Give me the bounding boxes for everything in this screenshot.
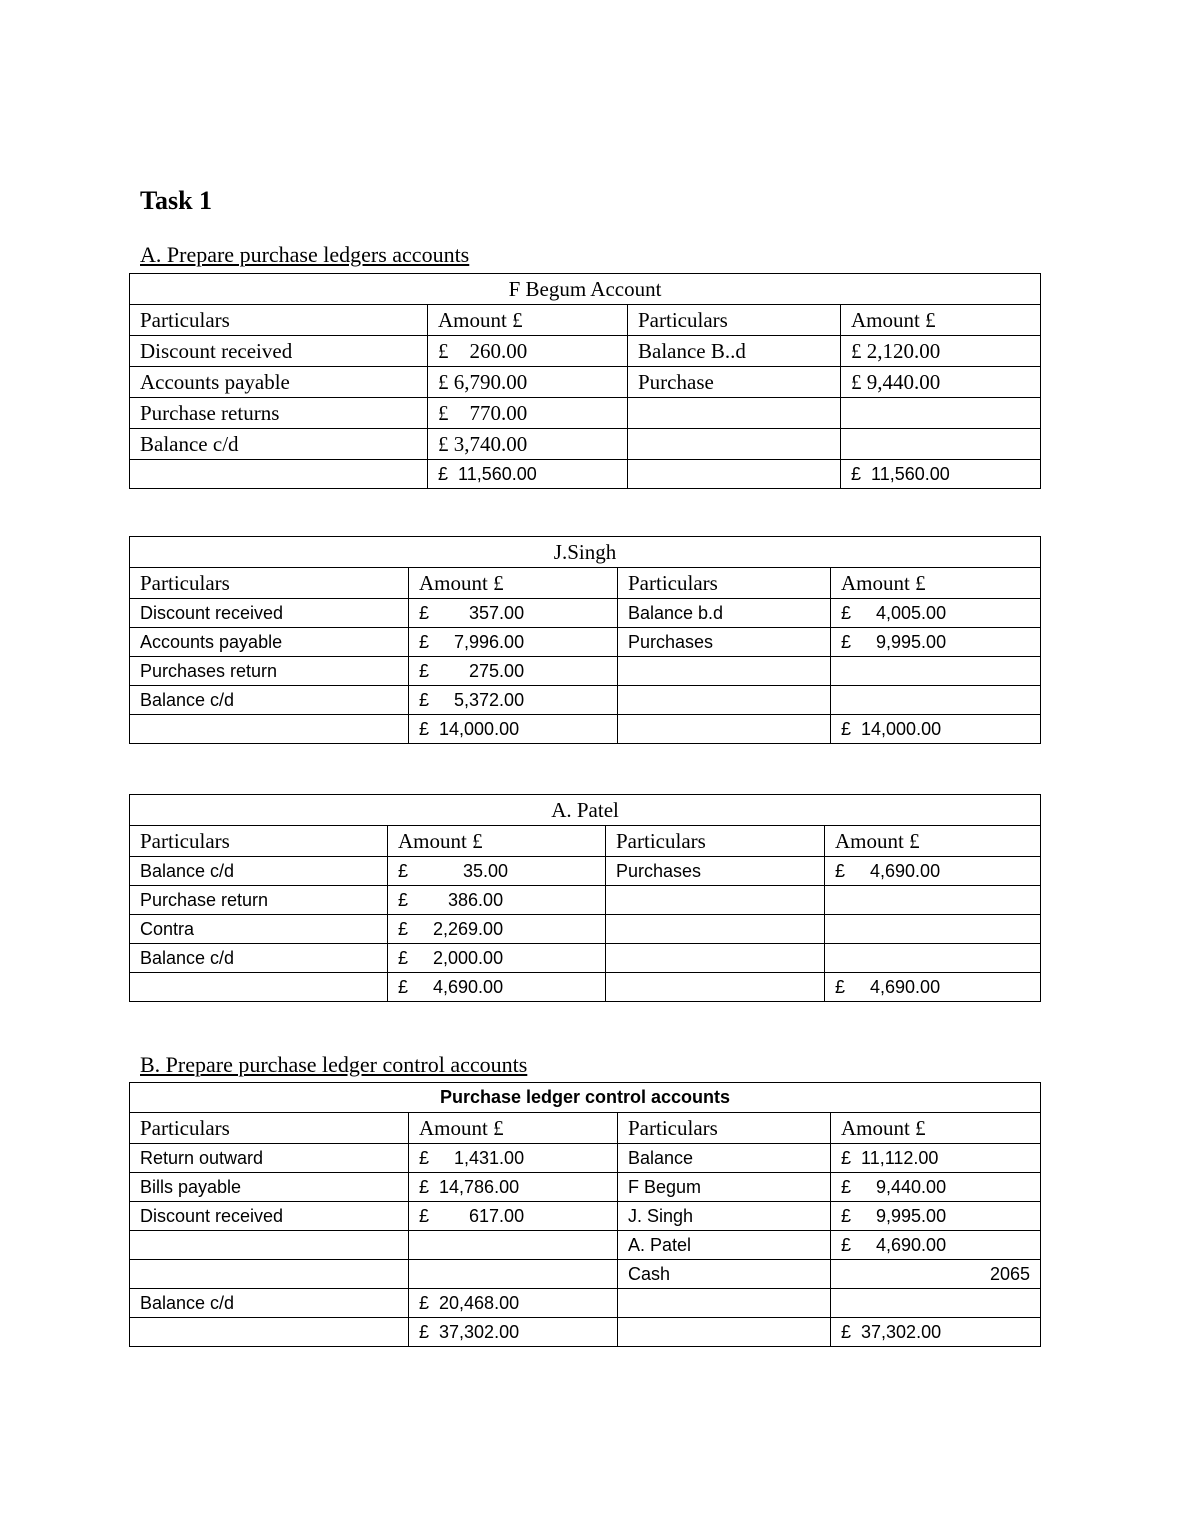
table-row xyxy=(130,1260,1041,1289)
table-row xyxy=(130,599,1041,628)
table-cell: Purchases return xyxy=(130,657,409,686)
table-cell: £ 9,995.00 xyxy=(831,628,1041,657)
table-cell: £ 6,790.00 xyxy=(428,367,628,398)
totals-row xyxy=(130,460,1041,489)
table-cell: Cash xyxy=(618,1260,831,1289)
table-cell: £ 2,120.00 xyxy=(841,336,1041,367)
table-cell xyxy=(606,915,825,944)
table-row xyxy=(130,429,1041,460)
table-cell xyxy=(825,915,1041,944)
header-row xyxy=(130,826,1041,857)
table-cell: 2065 xyxy=(831,1260,1041,1289)
total-cell: £ 11,560.00 xyxy=(841,460,1041,489)
table-cell: Purchase xyxy=(628,367,841,398)
table-cell xyxy=(841,429,1041,460)
table-cell: Purchase return xyxy=(130,886,388,915)
header-cell: Amount £ xyxy=(841,305,1041,336)
total-cell: £ 4,690.00 xyxy=(388,973,606,1002)
table-cell xyxy=(825,944,1041,973)
table-cell xyxy=(606,944,825,973)
table-cell: Balance B..d xyxy=(628,336,841,367)
table-cell: £ 11,112.00 xyxy=(831,1144,1041,1173)
totals-row xyxy=(130,973,1041,1002)
table-row xyxy=(130,367,1041,398)
header-cell: Amount £ xyxy=(409,1113,618,1144)
table-cell xyxy=(831,1289,1041,1318)
table-cell: £ 5,372.00 xyxy=(409,686,618,715)
table-cell: Bills payable xyxy=(130,1173,409,1202)
table-caption: A. Patel xyxy=(130,795,1041,826)
section-b-heading: B. Prepare purchase ledger control accounts xyxy=(140,1052,528,1077)
header-cell: Particulars xyxy=(130,826,388,857)
table-row xyxy=(130,915,1041,944)
table-row xyxy=(130,1231,1041,1260)
table-cell: £ 260.00 xyxy=(428,336,628,367)
table-row xyxy=(130,1289,1041,1318)
table-cell xyxy=(618,657,831,686)
table-cell: £ 4,690.00 xyxy=(831,1231,1041,1260)
table-row xyxy=(130,398,1041,429)
table-cell: £ 4,005.00 xyxy=(831,599,1041,628)
table-cell: A. Patel xyxy=(618,1231,831,1260)
total-cell: £ 14,000.00 xyxy=(831,715,1041,744)
header-cell: Particulars xyxy=(130,1113,409,1144)
totals-row xyxy=(130,1318,1041,1347)
table-cell xyxy=(606,886,825,915)
table-cell: Discount received xyxy=(130,336,428,367)
totals-row xyxy=(130,715,1041,744)
header-row xyxy=(130,305,1041,336)
table-cell: £ 20,468.00 xyxy=(409,1289,618,1318)
table-cell: £ 2,000.00 xyxy=(388,944,606,973)
table-cell: £ 386.00 xyxy=(388,886,606,915)
table-cell: £ 9,440.00 xyxy=(841,367,1041,398)
table-cell: F Begum xyxy=(618,1173,831,1202)
table-cell xyxy=(618,1318,831,1347)
table-row xyxy=(130,628,1041,657)
table-caption: F Begum Account xyxy=(130,274,1041,305)
table-cell: Balance b.d xyxy=(618,599,831,628)
header-cell: Amount £ xyxy=(409,568,618,599)
header-cell: Particulars xyxy=(130,568,409,599)
table-cell: Balance xyxy=(618,1144,831,1173)
table-cell xyxy=(606,973,825,1002)
header-cell: Particulars xyxy=(606,826,825,857)
table-cell: Accounts payable xyxy=(130,367,428,398)
table-row xyxy=(130,857,1041,886)
table-cell: £ 9,440.00 xyxy=(831,1173,1041,1202)
table-cell xyxy=(130,973,388,1002)
header-cell: Amount £ xyxy=(831,1113,1041,1144)
table-cell: Contra xyxy=(130,915,388,944)
header-row xyxy=(130,568,1041,599)
table-cell: Discount received xyxy=(130,1202,409,1231)
table-cell: Accounts payable xyxy=(130,628,409,657)
table-cell xyxy=(130,1260,409,1289)
total-cell: £ 14,000.00 xyxy=(409,715,618,744)
total-cell: £ 11,560.00 xyxy=(428,460,628,489)
table-cell: £ 7,996.00 xyxy=(409,628,618,657)
table-cell: Purchases xyxy=(618,628,831,657)
header-cell: Amount £ xyxy=(428,305,628,336)
table-cell xyxy=(130,1231,409,1260)
table-cell: J. Singh xyxy=(618,1202,831,1231)
header-cell: Amount £ xyxy=(388,826,606,857)
table-cell: £ 35.00 xyxy=(388,857,606,886)
header-row xyxy=(130,1113,1041,1144)
table-cell: Purchases xyxy=(606,857,825,886)
control-account-table xyxy=(129,1082,1041,1347)
table-cell: £ 2,269.00 xyxy=(388,915,606,944)
table-cell: £ 275.00 xyxy=(409,657,618,686)
table-cell xyxy=(628,460,841,489)
table-cell xyxy=(841,398,1041,429)
table-row xyxy=(130,886,1041,915)
table-cell: £ 617.00 xyxy=(409,1202,618,1231)
header-cell: Amount £ xyxy=(825,826,1041,857)
table-cell xyxy=(618,686,831,715)
header-cell: Particulars xyxy=(628,305,841,336)
table-cell: £ 9,995.00 xyxy=(831,1202,1041,1231)
section-a-heading: A. Prepare purchase ledgers accounts xyxy=(140,242,470,267)
table-cell xyxy=(831,657,1041,686)
total-cell: £ 4,690.00 xyxy=(825,973,1041,1002)
table-cell: £ 357.00 xyxy=(409,599,618,628)
table-cell: Balance c/d xyxy=(130,686,409,715)
fbegum-account-table xyxy=(129,273,1041,489)
table-cell xyxy=(409,1260,618,1289)
table-row xyxy=(130,1173,1041,1202)
table-cell: Balance c/d xyxy=(130,1289,409,1318)
header-cell: Amount £ xyxy=(831,568,1041,599)
table-row xyxy=(130,657,1041,686)
table-cell: £ 3,740.00 xyxy=(428,429,628,460)
table-cell xyxy=(409,1231,618,1260)
table-cell: £ 14,786.00 xyxy=(409,1173,618,1202)
table-cell: £ 1,431.00 xyxy=(409,1144,618,1173)
table-cell: Balance c/d xyxy=(130,944,388,973)
table-row xyxy=(130,944,1041,973)
table-cell xyxy=(831,686,1041,715)
table-cell xyxy=(130,460,428,489)
table-cell xyxy=(618,715,831,744)
table-row xyxy=(130,686,1041,715)
table-cell xyxy=(130,1318,409,1347)
table-cell: £ 770.00 xyxy=(428,398,628,429)
table-cell xyxy=(628,429,841,460)
table-cell: Discount received xyxy=(130,599,409,628)
table-row xyxy=(130,1202,1041,1231)
table-cell: Balance c/d xyxy=(130,429,428,460)
table-cell xyxy=(628,398,841,429)
page-title: Task 1 xyxy=(140,186,213,215)
total-cell: £ 37,302.00 xyxy=(409,1318,618,1347)
total-cell: £ 37,302.00 xyxy=(831,1318,1041,1347)
header-cell: Particulars xyxy=(618,568,831,599)
table-row xyxy=(130,1144,1041,1173)
table-cell: Purchase returns xyxy=(130,398,428,429)
table-cell xyxy=(130,715,409,744)
jsingh-account-table xyxy=(129,536,1041,744)
header-cell: Particulars xyxy=(130,305,428,336)
header-cell: Particulars xyxy=(618,1113,831,1144)
table-cell: £ 4,690.00 xyxy=(825,857,1041,886)
table-cell xyxy=(618,1289,831,1318)
table-row xyxy=(130,336,1041,367)
table-cell: Balance c/d xyxy=(130,857,388,886)
table-cell: Return outward xyxy=(130,1144,409,1173)
table-caption: Purchase ledger control accounts xyxy=(130,1083,1041,1113)
apatel-account-table xyxy=(129,794,1041,1002)
table-caption: J.Singh xyxy=(130,537,1041,568)
table-cell xyxy=(825,886,1041,915)
